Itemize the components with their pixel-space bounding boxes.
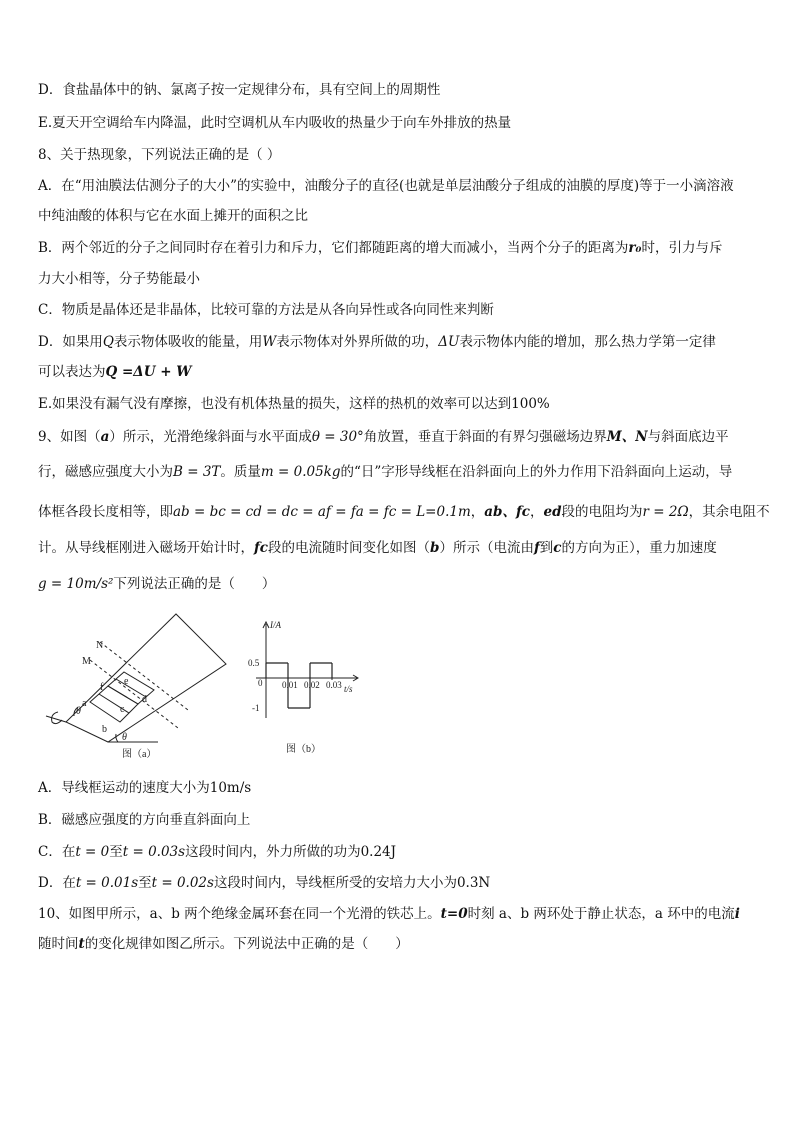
figure-b-caption: 图（b） <box>286 744 321 755</box>
text: 与斜面底边平 <box>647 429 729 445</box>
x-tick-0-03: 0.03 <box>326 680 342 690</box>
label-f: f <box>100 682 104 693</box>
q9-line3 <box>38 502 770 522</box>
math: a <box>100 429 110 445</box>
text: 这段时间内，导线框所受的安培力大小为0.3N <box>213 875 491 891</box>
y-tick-0-5: 0.5 <box>248 658 260 668</box>
question-8-stem <box>38 145 280 165</box>
text: 10、如图甲所示，a、b 两个绝缘金属环套在同一个光滑的铁芯上。 <box>38 906 441 922</box>
text: 随时间 <box>38 936 79 952</box>
text: C．在 <box>38 844 76 860</box>
label-b: b <box>102 724 107 735</box>
text: D．食盐晶体中的钠、氯离子按一定规律分布，具有空间上的周期性 <box>38 82 441 98</box>
math: f <box>533 540 540 556</box>
figure-a-incline-diagram <box>38 612 228 762</box>
q9-option-a <box>38 778 251 798</box>
text: 表示物体对外界所做的功， <box>276 334 439 350</box>
text: 力大小相等，分子势能最小 <box>38 271 200 287</box>
q10-line2 <box>38 934 409 954</box>
figure-b-current-graph <box>240 616 360 756</box>
q8-option-b-line2 <box>38 269 200 289</box>
text: 的方向为正），重力加速度 <box>561 540 717 556</box>
text: 。质量 <box>220 464 261 480</box>
option-e-line <box>38 113 511 133</box>
q9-option-d <box>38 873 490 893</box>
text: 角放置，垂直于斜面的有界匀强磁场边界 <box>363 429 607 445</box>
text: ）所示，光滑绝缘斜面与水平面成 <box>109 429 312 445</box>
q8-option-a-line1 <box>38 176 734 196</box>
q8-option-d-line1 <box>38 332 716 352</box>
text: 段的电流随时间变化如图（ <box>268 540 431 556</box>
label-theta-1: θ <box>76 706 81 717</box>
text: 段的电阻均为 <box>561 504 643 520</box>
q8-option-c <box>38 300 494 320</box>
text: 至 <box>109 844 123 860</box>
text: 计。从导线框刚进入磁场开始计时， <box>38 540 254 556</box>
math: ab、fc <box>484 504 530 520</box>
q8-option-d-line2 <box>38 362 191 382</box>
math-q: Q <box>102 334 114 350</box>
math: g = 10m/s² <box>38 576 114 592</box>
text: 的“日”字形导线框在沿斜面向上的外力作用下沿斜面向上运动，导 <box>340 464 733 480</box>
text: ，其余电阻不 <box>688 504 770 520</box>
q9-line4 <box>38 538 717 558</box>
math: B = 3T <box>173 464 221 480</box>
label-d: d <box>142 694 147 705</box>
text: 时刻 a、b 两环处于静止状态，a 环中的电流 <box>467 906 735 922</box>
origin-label: 0 <box>258 678 263 688</box>
text: 可以表达为 <box>38 364 106 380</box>
math: c <box>553 540 562 556</box>
math: i <box>734 906 740 922</box>
math: M、N <box>606 429 648 445</box>
math: ed <box>543 504 562 520</box>
text: E.夏天开空调给车内降温，此时空调机从车内吸收的热量少于向车外排放的热量 <box>38 115 512 131</box>
label-a: a <box>82 698 87 709</box>
text: 表示物体内能的增加，那么热力学第一定律 <box>459 334 716 350</box>
text: 的变化规律如图乙所示。下列说法中正确的是（ ） <box>84 936 409 952</box>
q8-option-a-line2 <box>38 206 308 226</box>
text: D．如果用 <box>38 334 103 350</box>
label-n: N <box>96 640 104 651</box>
text: 至 <box>138 875 152 891</box>
q9-line5 <box>38 574 275 594</box>
text: 时，引力与斥 <box>641 240 723 256</box>
text: B．磁感应强度的方向垂直斜面向上 <box>38 812 251 828</box>
q10-line1 <box>38 904 740 924</box>
x-tick-0-01: 0.01 <box>282 680 298 690</box>
option-d-line <box>38 80 440 100</box>
math: ab = bc = cd = dc = af = fa = fc = L=0.1m <box>173 504 471 520</box>
text: 下列说法正确的是（ ） <box>113 576 276 592</box>
math: b <box>430 540 440 556</box>
text: ， <box>529 504 544 520</box>
figure-a-caption: 图（a） <box>122 749 157 760</box>
text: ）所示（电流由 <box>439 540 534 556</box>
q9-line1 <box>38 427 729 447</box>
math: r = 2Ω <box>642 504 689 520</box>
text: 体框各段长度相等，即 <box>38 504 173 520</box>
text: 中纯油酸的体积与它在水面上摊开的面积之比 <box>38 208 308 224</box>
math: t = 0 <box>75 844 110 860</box>
text: D．在 <box>38 875 76 891</box>
x-tick-0-02: 0.02 <box>304 680 320 690</box>
math: m = 0.05kg <box>260 464 341 480</box>
label-c: c <box>120 704 125 715</box>
math: t = 0.02s <box>151 875 214 891</box>
q9-option-c <box>38 842 396 862</box>
math: t=0 <box>440 906 468 922</box>
text: 这段时间内，外力所做的功为0.24J <box>185 844 397 860</box>
math: fc <box>254 540 269 556</box>
y-tick-neg1: -1 <box>252 703 260 713</box>
math-w: W <box>262 334 277 350</box>
text: 表示物体吸收的能量，用 <box>113 334 263 350</box>
q9-line2 <box>38 462 732 482</box>
text: E.如果没有漏气没有摩擦，也没有机体热量的损失，这样的热机的效率可以达到100% <box>38 396 550 412</box>
text: 8、关于热现象，下列说法正确的是（ ） <box>38 147 281 163</box>
text: C．物质是晶体还是非晶体，比较可靠的方法是从各向异性或各向同性来判断 <box>38 302 494 318</box>
label-e: e <box>124 676 129 687</box>
q9-option-b <box>38 810 250 830</box>
text: A．导线框运动的速度大小为10m/s <box>38 780 252 796</box>
math: θ = 30° <box>311 429 364 445</box>
text: 到 <box>539 540 554 556</box>
label-m: M <box>82 656 91 667</box>
math: t <box>78 936 85 952</box>
math-du: ΔU <box>438 334 460 350</box>
q8-option-e <box>38 394 550 414</box>
math-formula: Q =ΔU + W <box>105 364 192 380</box>
text: ， <box>470 504 485 520</box>
y-axis-label: I/A <box>270 620 281 630</box>
text: A．在“用油膜法估测分子的大小”的实验中，油酸分子的直径(也就是单层油酸分子组成的油膜的厚度)等于一小滴溶液 <box>38 178 734 194</box>
text: 行，磁感应强度大小为 <box>38 464 173 480</box>
x-axis-label: t/s <box>344 684 353 694</box>
q8-option-b-line1 <box>38 238 722 258</box>
math: t = 0.03s <box>122 844 186 860</box>
text: B．两个邻近的分子之间同时存在着引力和斥力，它们都随距离的增大而减小，当两个分子的距离为 <box>38 240 629 256</box>
text: 9、如图（ <box>38 429 101 445</box>
math-r0: r₀ <box>628 240 642 256</box>
math: t = 0.01s <box>75 875 139 891</box>
label-theta-2: θ <box>122 732 127 743</box>
